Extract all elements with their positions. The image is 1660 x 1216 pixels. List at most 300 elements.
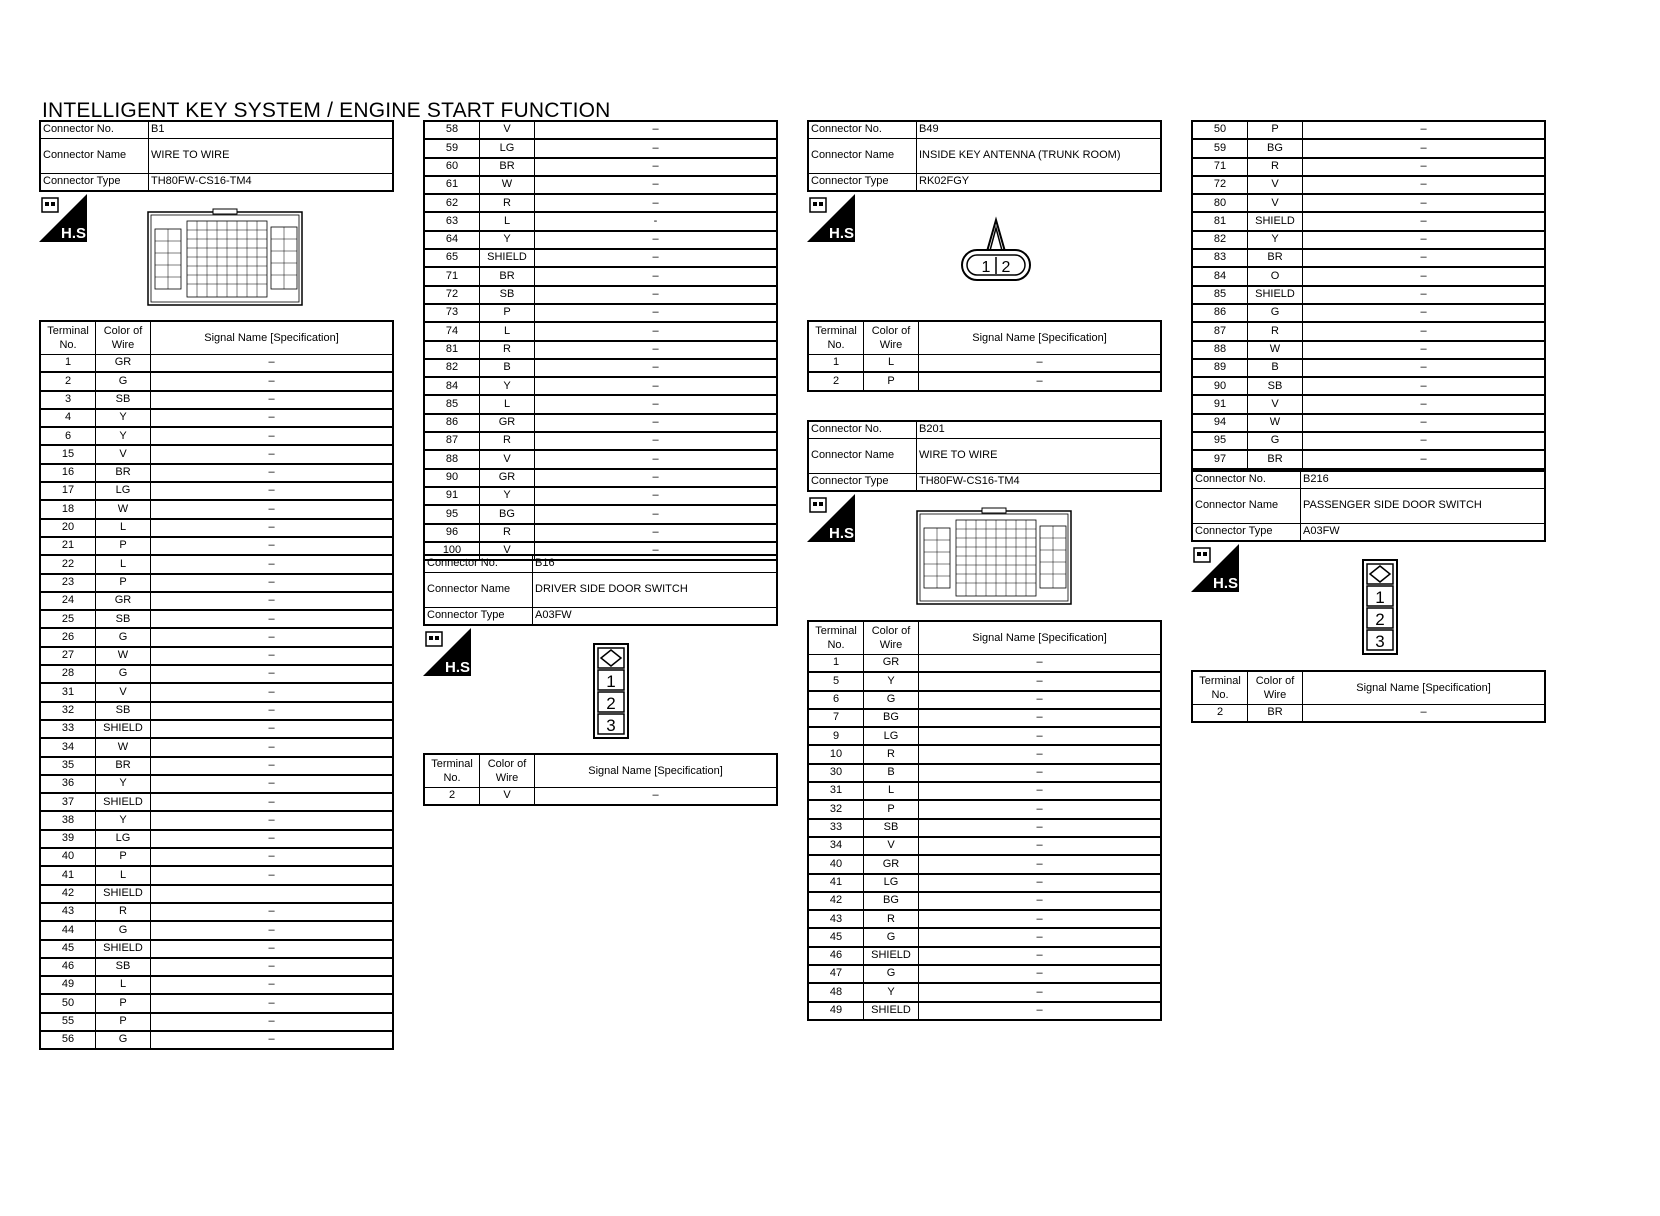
terminal-no-cell: 72 [1192,176,1248,194]
wire-color-cell: P [96,537,151,555]
signal-name-cell: – [151,427,394,445]
wire-color-cell: Y [96,409,151,427]
signal-name-cell: – [535,231,778,249]
table-row [808,727,1161,745]
wire-color-cell: SB [96,610,151,628]
wire-color-cell: BG [1248,139,1303,157]
signal-name-cell: – [151,592,394,610]
wire-color-cell: Y [480,377,535,395]
wire-color-cell: V [1248,194,1303,212]
terminal-no-cell: 20 [40,519,96,537]
wire-color-cell: LG [96,830,151,848]
table-row [808,892,1161,910]
table-row [1192,377,1545,395]
connector-b1-face-diagram [147,209,303,312]
table-row [40,1031,393,1049]
wire-color-cell: Y [96,775,151,793]
table-row [808,1002,1161,1020]
harness-side-icon [1191,544,1243,592]
signal-name-cell: – [919,764,1162,782]
signal-name-cell: – [151,811,394,829]
connector-name-label: Connector Name [424,573,533,608]
page-title: INTELLIGENT KEY SYSTEM / ENGINE START FUNCTION [42,99,611,122]
wire-color-cell: G [1248,304,1303,322]
signal-name-cell: – [535,286,778,304]
table-row [1192,450,1545,468]
table-row [808,855,1161,873]
table-row [40,921,393,939]
wire-color-cell: V [1248,395,1303,413]
table-row [424,359,777,377]
table-row [40,1013,393,1031]
signal-name-cell: – [535,176,778,194]
wire-color-cell: R [96,903,151,921]
connector-b201-face-diagram [916,508,1072,611]
table-row [40,830,393,848]
terminal-no-cell: 48 [808,983,864,1001]
signal-name-cell: – [1303,139,1546,157]
connector-no-value: B201 [917,421,1162,439]
terminal-no-cell: 10 [808,745,864,763]
terminal-no-cell: 39 [40,830,96,848]
terminal-no-cell: 63 [424,212,480,230]
terminal-no-cell: 61 [424,176,480,194]
table-row [40,409,393,427]
wire-color-cell: R [1248,158,1303,176]
signal-name-cell: – [535,505,778,523]
terminal-table-b201-part1 [807,620,1162,1021]
terminal-no-cell: 88 [424,450,480,468]
wire-color-cell: SB [96,391,151,409]
wire-color-cell: BG [864,892,919,910]
table-row [40,885,393,903]
wire-color-cell: G [96,628,151,646]
wire-color-cell: BR [1248,450,1303,468]
table-row [808,874,1161,892]
signal-name-cell: – [151,683,394,701]
signal-name-cell: – [151,628,394,646]
wire-color-cell: P [96,848,151,866]
table-row [40,592,393,610]
table-row [1192,267,1545,285]
terminal-no-header: Terminal No. [40,321,96,355]
wire-color-cell: BR [480,158,535,176]
wire-color-cell: SB [480,286,535,304]
wire-color-cell: Y [96,811,151,829]
wire-color-cell: R [1248,322,1303,340]
terminal-no-cell: 44 [40,921,96,939]
terminal-no-cell: 82 [1192,231,1248,249]
terminal-no-cell: 49 [808,1002,864,1020]
connector-b1-header [39,120,394,192]
signal-name-cell: – [151,500,394,518]
signal-name-cell: – [919,1002,1162,1020]
signal-name-cell: – [919,892,1162,910]
wire-color-cell: G [96,372,151,390]
wire-color-cell: W [96,738,151,756]
wire-color-cell: SHIELD [864,947,919,965]
connector-b201-header [807,420,1162,492]
table-row [808,355,1161,373]
signal-name-cell: – [1303,377,1546,395]
signal-name-cell: – [919,837,1162,855]
wire-color-cell: V [96,683,151,701]
signal-name-cell [151,885,394,903]
signal-name-cell: – [1303,341,1546,359]
wire-color-cell: BR [480,267,535,285]
terminal-no-cell: 33 [40,720,96,738]
wire-color-cell: G [864,965,919,983]
terminal-no-cell: 80 [1192,194,1248,212]
terminal-table-b201-part2 [1191,120,1546,470]
wire-color-cell: V [480,121,535,139]
wire-color-cell: SHIELD [1248,286,1303,304]
svg-text:H.S.: H.S. [1213,575,1243,592]
wire-color-cell: P [480,304,535,322]
table-row [40,355,393,373]
terminal-no-cell: 6 [40,427,96,445]
table-row [40,427,393,445]
wire-color-cell: W [1248,341,1303,359]
terminal-no-header: Terminal No. [424,754,480,788]
wire-color-cell: Y [864,983,919,1001]
table-row [40,958,393,976]
terminal-no-cell: 47 [808,965,864,983]
wire-color-cell: V [96,445,151,463]
table-row [808,800,1161,818]
table-row [808,372,1161,390]
signal-name-cell: – [1303,121,1546,139]
terminal-no-cell: 50 [1192,121,1248,139]
terminal-no-cell: 97 [1192,450,1248,468]
wire-color-cell: SB [1248,377,1303,395]
table-row [1192,139,1545,157]
terminal-no-cell: 2 [40,372,96,390]
wire-color-cell: LG [864,727,919,745]
svg-text:2: 2 [1375,610,1385,629]
terminal-no-cell: 40 [40,848,96,866]
svg-text:H.S.: H.S. [445,659,475,676]
table-row [40,500,393,518]
terminal-no-cell: 43 [40,903,96,921]
terminal-no-cell: 71 [1192,158,1248,176]
terminal-no-cell: 81 [1192,212,1248,230]
connector-type-value: A03FW [1301,524,1546,542]
wire-color-cell: L [96,519,151,537]
terminal-no-cell: 94 [1192,414,1248,432]
signal-name-cell: – [151,921,394,939]
table-row [808,745,1161,763]
connector-type-value: TH80FW-CS16-TM4 [149,174,394,192]
signal-name-cell: – [919,782,1162,800]
terminal-no-cell: 64 [424,231,480,249]
terminal-no-cell: 33 [808,819,864,837]
table-row [424,469,777,487]
table-row [424,487,777,505]
harness-side-icon [423,628,475,676]
terminal-table-b16 [423,753,778,806]
wire-color-cell: BG [480,505,535,523]
connector-b49-header [807,120,1162,192]
svg-text:2: 2 [1001,259,1011,276]
signal-name-cell: – [919,745,1162,763]
signal-name-cell: – [535,524,778,542]
wire-color-cell: P [96,994,151,1012]
table-row [1192,705,1545,723]
table-row [424,322,777,340]
table-row [40,555,393,573]
terminal-no-cell: 42 [40,885,96,903]
table-row [1192,359,1545,377]
svg-text:3: 3 [1375,632,1385,651]
wire-color-cell: B [1248,359,1303,377]
table-row [40,482,393,500]
terminal-no-cell: 95 [424,505,480,523]
connector-no-value: B1 [149,121,394,139]
signal-name-cell: – [151,519,394,537]
wire-color-cell: G [1248,432,1303,450]
svg-text:1: 1 [606,672,616,691]
table-row [808,691,1161,709]
signal-name-cell: – [535,469,778,487]
color-of-wire-header: Color of Wire [864,321,919,355]
table-row [424,249,777,267]
signal-name-cell: – [1303,286,1546,304]
table-row [1192,432,1545,450]
signal-name-cell: – [151,866,394,884]
wire-color-cell: Y [1248,231,1303,249]
wire-color-cell: GR [96,355,151,373]
table-row [808,709,1161,727]
wire-color-cell: L [864,782,919,800]
table-row [40,665,393,683]
connector-type-value: TH80FW-CS16-TM4 [917,474,1162,492]
terminal-no-cell: 32 [808,800,864,818]
terminal-no-cell: 36 [40,775,96,793]
connector-type-label: Connector Type [1192,524,1301,542]
signal-name-cell: – [535,487,778,505]
signal-name-header: Signal Name [Specification] [151,321,394,355]
table-row [40,793,393,811]
wire-color-cell: SHIELD [96,720,151,738]
terminal-no-cell: 59 [1192,139,1248,157]
terminal-no-cell: 45 [808,928,864,946]
terminal-no-cell: 74 [424,322,480,340]
terminal-no-cell: 2 [1192,705,1248,723]
table-row [1192,158,1545,176]
table-row [40,940,393,958]
connector-b16-header [423,554,778,626]
table-row [808,782,1161,800]
wire-color-cell: R [864,745,919,763]
connector-name-label: Connector Name [1192,489,1301,524]
signal-name-cell: – [151,1031,394,1049]
table-row [40,628,393,646]
table-row [808,910,1161,928]
terminal-no-cell: 45 [40,940,96,958]
terminal-no-cell: 1 [40,355,96,373]
wire-color-cell: BR [1248,705,1303,723]
signal-name-cell: – [1303,705,1546,723]
signal-name-cell: – [535,121,778,139]
terminal-no-cell: 46 [40,958,96,976]
wire-color-cell: G [96,921,151,939]
signal-name-cell: – [919,910,1162,928]
table-row [40,775,393,793]
table-row [424,121,777,139]
signal-name-header: Signal Name [Specification] [919,621,1162,655]
svg-text:3: 3 [606,716,616,735]
terminal-no-header: Terminal No. [808,621,864,655]
wire-color-cell: BR [96,757,151,775]
signal-name-cell: – [151,976,394,994]
connector-name-value: WIRE TO WIRE [149,139,394,174]
signal-name-cell: – [151,720,394,738]
signal-name-cell: – [919,672,1162,690]
terminal-no-cell: 59 [424,139,480,157]
terminal-no-cell: 5 [808,672,864,690]
table-row [40,720,393,738]
table-row [40,464,393,482]
terminal-no-cell: 34 [40,738,96,756]
connector-no-label: Connector No. [40,121,149,139]
connector-b216-face-diagram [1362,559,1398,660]
wire-color-cell: Y [96,427,151,445]
table-row [40,702,393,720]
table-row [424,432,777,450]
terminal-no-cell: 87 [424,432,480,450]
wire-color-cell: G [864,691,919,709]
table-row [424,788,777,806]
terminal-no-cell: 43 [808,910,864,928]
signal-name-cell: – [535,249,778,267]
connector-name-value: WIRE TO WIRE [917,439,1162,474]
wire-color-cell: V [1248,176,1303,194]
wire-color-cell: B [480,359,535,377]
terminal-table-b216 [1191,670,1546,723]
table-row [424,194,777,212]
wire-color-cell: L [480,322,535,340]
terminal-no-cell: 82 [424,359,480,377]
table-row [808,655,1161,673]
wire-color-cell: V [480,788,535,806]
svg-text:1: 1 [1375,588,1385,607]
terminal-no-cell: 56 [40,1031,96,1049]
signal-name-cell: – [1303,231,1546,249]
signal-name-cell: – [1303,212,1546,230]
wire-color-cell: GR [480,414,535,432]
wire-color-cell: L [480,212,535,230]
terminal-no-cell: 83 [1192,249,1248,267]
table-row [808,672,1161,690]
table-row [40,647,393,665]
table-row [40,610,393,628]
signal-name-cell: – [151,445,394,463]
table-row [424,139,777,157]
wire-color-cell: GR [480,469,535,487]
terminal-no-cell: 21 [40,537,96,555]
connector-name-label: Connector Name [808,439,917,474]
signal-name-cell: – [919,691,1162,709]
wire-color-cell: SHIELD [1248,212,1303,230]
terminal-no-cell: 9 [808,727,864,745]
terminal-no-cell: 85 [424,395,480,413]
table-row [1192,341,1545,359]
signal-name-cell: – [919,819,1162,837]
svg-text:2: 2 [606,694,616,713]
signal-name-cell: – [535,322,778,340]
signal-name-header: Signal Name [Specification] [535,754,778,788]
table-row [424,377,777,395]
table-row [1192,395,1545,413]
wire-color-cell: V [864,837,919,855]
terminal-no-header: Terminal No. [1192,671,1248,705]
signal-name-cell: – [535,304,778,322]
signal-name-cell: – [151,647,394,665]
terminal-no-cell: 4 [40,409,96,427]
terminal-no-cell: 35 [40,757,96,775]
signal-name-cell: – [919,983,1162,1001]
connector-type-label: Connector Type [808,474,917,492]
table-row [1192,212,1545,230]
signal-name-cell: - [535,212,778,230]
terminal-no-cell: 100 [424,542,480,560]
terminal-no-cell: 16 [40,464,96,482]
connector-no-label: Connector No. [808,421,917,439]
wire-color-cell: P [864,372,919,390]
svg-text:1: 1 [981,259,991,276]
table-row [424,231,777,249]
signal-name-cell: – [1303,432,1546,450]
table-row [40,757,393,775]
connector-name-label: Connector Name [808,139,917,174]
signal-name-cell: – [151,958,394,976]
terminal-no-cell: 25 [40,610,96,628]
terminal-no-cell: 71 [424,267,480,285]
signal-name-cell: – [151,537,394,555]
signal-name-cell: – [151,482,394,500]
wire-color-cell: R [480,524,535,542]
table-row [40,903,393,921]
wire-color-cell: G [96,665,151,683]
terminal-no-cell: 41 [40,866,96,884]
signal-name-cell: – [1303,395,1546,413]
connector-no-label: Connector No. [808,121,917,139]
terminal-no-cell: 34 [808,837,864,855]
color-of-wire-header: Color of Wire [480,754,535,788]
wire-color-cell: R [480,341,535,359]
terminal-no-cell: 7 [808,709,864,727]
terminal-no-cell: 1 [808,655,864,673]
signal-name-cell: – [151,830,394,848]
table-row [808,965,1161,983]
terminal-no-cell: 32 [40,702,96,720]
signal-name-cell: – [1303,158,1546,176]
signal-name-cell: – [1303,267,1546,285]
table-row [1192,121,1545,139]
wire-color-cell: P [96,1013,151,1031]
terminal-no-cell: 88 [1192,341,1248,359]
table-row [808,983,1161,1001]
wire-color-cell: L [480,395,535,413]
signal-name-cell: – [535,139,778,157]
signal-name-cell: – [1303,194,1546,212]
terminal-table-b49 [807,320,1162,392]
connector-type-label: Connector Type [424,608,533,626]
terminal-no-cell: 49 [40,976,96,994]
connector-b49-face-diagram [960,218,1032,289]
connector-no-value: B216 [1301,471,1546,489]
